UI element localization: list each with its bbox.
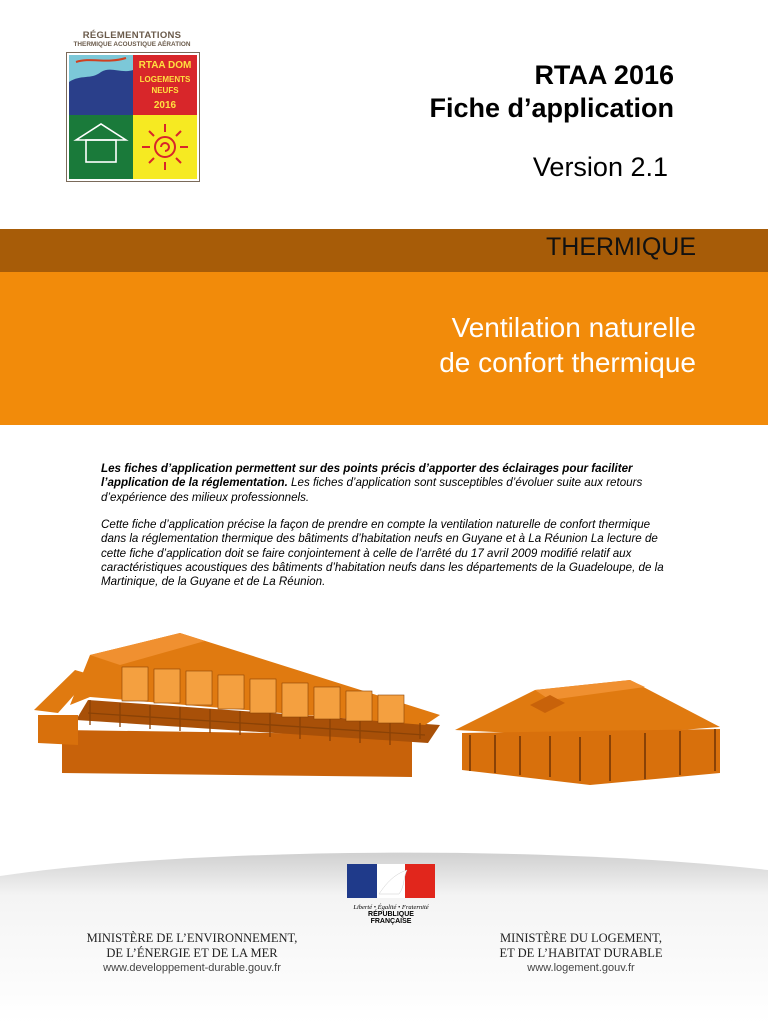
marianne-flag-icon — [347, 864, 435, 898]
rtaa-dom-logo — [62, 28, 202, 184]
ministry-right-line2: ET DE L’HABITAT DURABLE — [499, 946, 663, 960]
marianne-logo — [347, 864, 435, 925]
logo-badge-line4: 2016 — [153, 100, 177, 111]
logo-badge-line1: RTAA DOM — [138, 60, 192, 71]
marianne-motto: Liberté • Égalité • Fraternité — [353, 904, 429, 911]
intro-rest-text: Les fiches d’application sont susceptibles d’évoluer suite aux retours d’expérience des milieux professionnels. — [101, 476, 643, 504]
marianne-republique: RÉPUBLIQUE FRANÇAISE — [368, 911, 414, 925]
logo-title: RÉGLEMENTATIONS — [82, 30, 182, 41]
logo-badge-line2: LOGEMENTS — [139, 75, 191, 84]
description-paragraph: Cette fiche d’application précise la façon de prendre en compte la ventilation naturelle de confort thermique dans la réglementation thermique des bâtiments d’habitation neufs en Guyane et à La Réunion La lecture de cette fiche d’application doit se faire conjointement à celle de l’arrêté du 17 avril 2009 modifié relatif aux caractéristiques acoustiques des bâtiments d’habitation neufs dans les départements de la Guadeloupe, de la Martinique, de la Guyane et de La Réunion. — [101, 518, 664, 589]
logo-badge-line3: NEUFS — [151, 86, 179, 95]
large-building — [34, 633, 440, 777]
subject-title-line1: Ventilation naturelle — [451, 312, 696, 343]
buildings-illustration — [30, 625, 730, 790]
ministry-right — [466, 931, 696, 976]
intro-bold-text: Les fiches d’application permettent sur des points précis d’apporter des éclairages pour faciliter l’application de la réglementation. — [101, 462, 633, 490]
ministry-left-url[interactable]: www.developpement-durable.gouv.fr — [103, 962, 281, 974]
ministry-right-url[interactable]: www.logement.gouv.fr — [527, 962, 635, 974]
logo-quadrants — [66, 52, 200, 182]
intro-paragraph — [101, 462, 676, 505]
ministry-left-line2: DE L’ÉNERGIE ET DE LA MER — [106, 946, 278, 960]
document-subtitle: Fiche d’application — [429, 93, 674, 123]
subject-band — [0, 272, 768, 425]
document-title: RTAA 2016 — [534, 60, 674, 90]
category-label: THERMIQUE — [546, 233, 696, 261]
ministry-right-line1: MINISTÈRE DU LOGEMENT, — [500, 931, 662, 945]
version-label: Version 2.1 — [532, 152, 668, 182]
small-house — [455, 680, 720, 785]
logo-subtitle: THERMIQUE ACOUSTIQUE AÉRATION — [73, 41, 191, 48]
category-band — [0, 229, 768, 272]
subject-title-line2: de confort thermique — [439, 347, 696, 378]
ministry-left — [62, 931, 322, 976]
ministry-left-line1: MINISTÈRE DE L’ENVIRONNEMENT, — [86, 931, 298, 945]
